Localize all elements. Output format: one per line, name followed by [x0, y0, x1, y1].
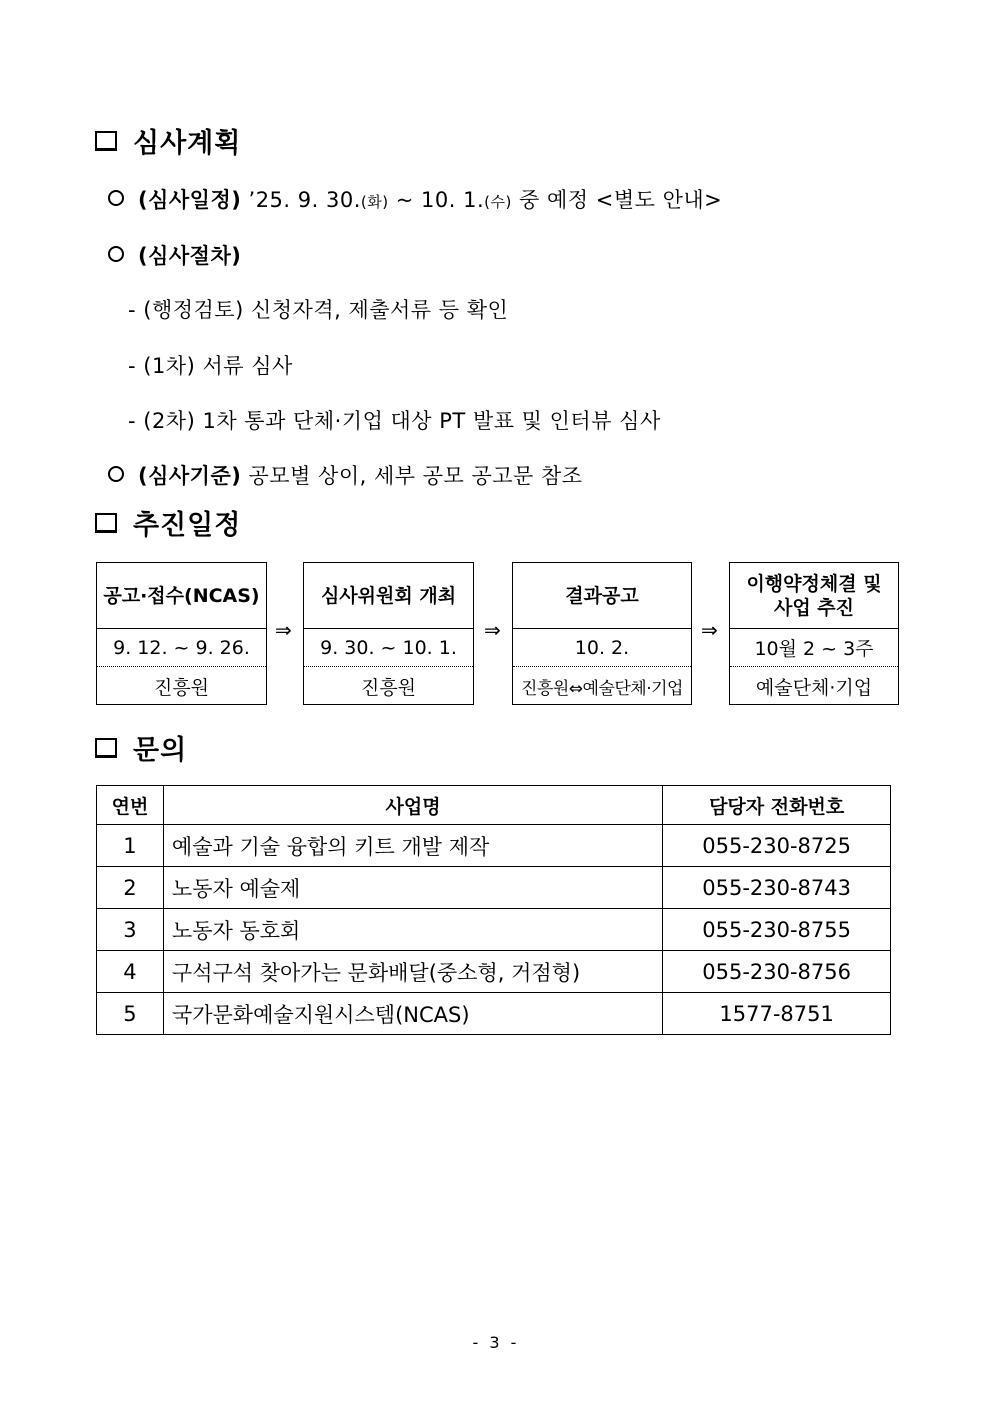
contact-table: [96, 785, 891, 1035]
flow-step-title: 공고·접수(NCAS): [97, 563, 266, 629]
row-project: 예술과 기술 융합의 키트 개발 제작: [163, 825, 662, 867]
square-bullet-icon: [95, 738, 117, 758]
square-bullet-icon: [95, 513, 117, 533]
row-project: 국가문화예술지원시스템(NCAS): [163, 993, 662, 1035]
row-no: 2: [97, 867, 164, 909]
table-row: [97, 951, 891, 993]
circle-bullet-icon: [108, 466, 124, 482]
row-project: 노동자 예술제: [163, 867, 662, 909]
review-criteria-line: [108, 460, 583, 490]
procedure-step: - (2차) 1차 통과 단체·기업 대상 PT 발표 및 인터뷰 심사: [128, 409, 661, 433]
schedule-label: (심사일정): [138, 188, 242, 212]
table-row: [97, 867, 891, 909]
procedure-step: - (1차) 서류 심사: [128, 354, 293, 378]
square-bullet-icon: [95, 131, 117, 151]
flow-step-agreement: [729, 562, 899, 705]
flow-step-date: 10. 2.: [513, 629, 691, 667]
row-no: 3: [97, 909, 164, 951]
review-schedule-line: [108, 184, 722, 214]
row-phone: 055-230-8756: [663, 951, 891, 993]
flow-step-date: 9. 30. ~ 10. 1.: [304, 629, 473, 667]
schedule-date-end: ~ 10. 1.: [388, 188, 485, 212]
flow-step-title: 심사위원회 개최: [304, 563, 473, 629]
flow-step-date: 9. 12. ~ 9. 26.: [97, 629, 266, 667]
schedule-date-start: ’25. 9. 30.: [241, 188, 361, 212]
section-heading-schedule: [95, 503, 241, 542]
flow-step-announcement: [96, 562, 267, 705]
section-heading-review-plan: [95, 121, 241, 160]
section-title: 심사계획: [133, 128, 242, 159]
row-phone: 055-230-8755: [663, 909, 891, 951]
flow-step-date: 10월 2 ~ 3주: [730, 629, 898, 667]
procedure-step: - (행정검토) 신청자격, 제출서류 등 확인: [128, 298, 509, 322]
flow-step-review-committee: [303, 562, 474, 705]
flow-step-owner: 진흥원: [153, 676, 210, 699]
row-no: 5: [97, 993, 164, 1035]
row-no: 1: [97, 825, 164, 867]
section-heading-inquiry: [95, 728, 187, 767]
row-project: 구석구석 찾아가는 문화배달(중소형, 거점형): [163, 951, 662, 993]
header-phone: 담당자 전화번호: [663, 786, 891, 825]
right-arrow-icon: ⇒: [275, 618, 292, 642]
procedure-label: (심사절차): [138, 244, 242, 268]
flow-step-result: [512, 562, 692, 705]
header-project: 사업명: [163, 786, 662, 825]
flow-step-owner: 진흥원: [360, 676, 417, 699]
header-no: 연번: [97, 786, 164, 825]
criteria-label: (심사기준): [138, 464, 242, 488]
table-row: [97, 993, 891, 1035]
flow-step-title: 이행약정체결 및 사업 추진: [730, 563, 898, 629]
table-header-row: [97, 786, 891, 825]
schedule-day-end: (수): [484, 193, 512, 211]
section-title: 문의: [133, 735, 188, 766]
circle-bullet-icon: [108, 246, 124, 262]
right-arrow-icon: ⇒: [484, 618, 501, 642]
row-phone: 055-230-8725: [663, 825, 891, 867]
row-project: 노동자 동호회: [163, 909, 662, 951]
flow-step-owner: 진흥원⇔예술단체·기업: [521, 678, 683, 699]
section-title: 추진일정: [133, 510, 242, 541]
row-phone: 055-230-8743: [663, 867, 891, 909]
schedule-day-start: (화): [360, 193, 389, 211]
flow-step-title: 결과공고: [513, 563, 691, 629]
circle-bullet-icon: [108, 190, 124, 206]
row-phone: 1577-8751: [663, 993, 891, 1035]
table-row: [97, 909, 891, 951]
table-row: [97, 825, 891, 867]
right-arrow-icon: ⇒: [701, 618, 718, 642]
criteria-text: 공모별 상이, 세부 공모 공고문 참조: [241, 464, 583, 488]
page-number: - 3 -: [472, 1333, 520, 1352]
review-procedure-line: [108, 240, 241, 270]
schedule-note: 중 예정 <별도 안내>: [511, 188, 723, 212]
row-no: 4: [97, 951, 164, 993]
flow-step-owner: 예술단체·기업: [755, 676, 873, 699]
